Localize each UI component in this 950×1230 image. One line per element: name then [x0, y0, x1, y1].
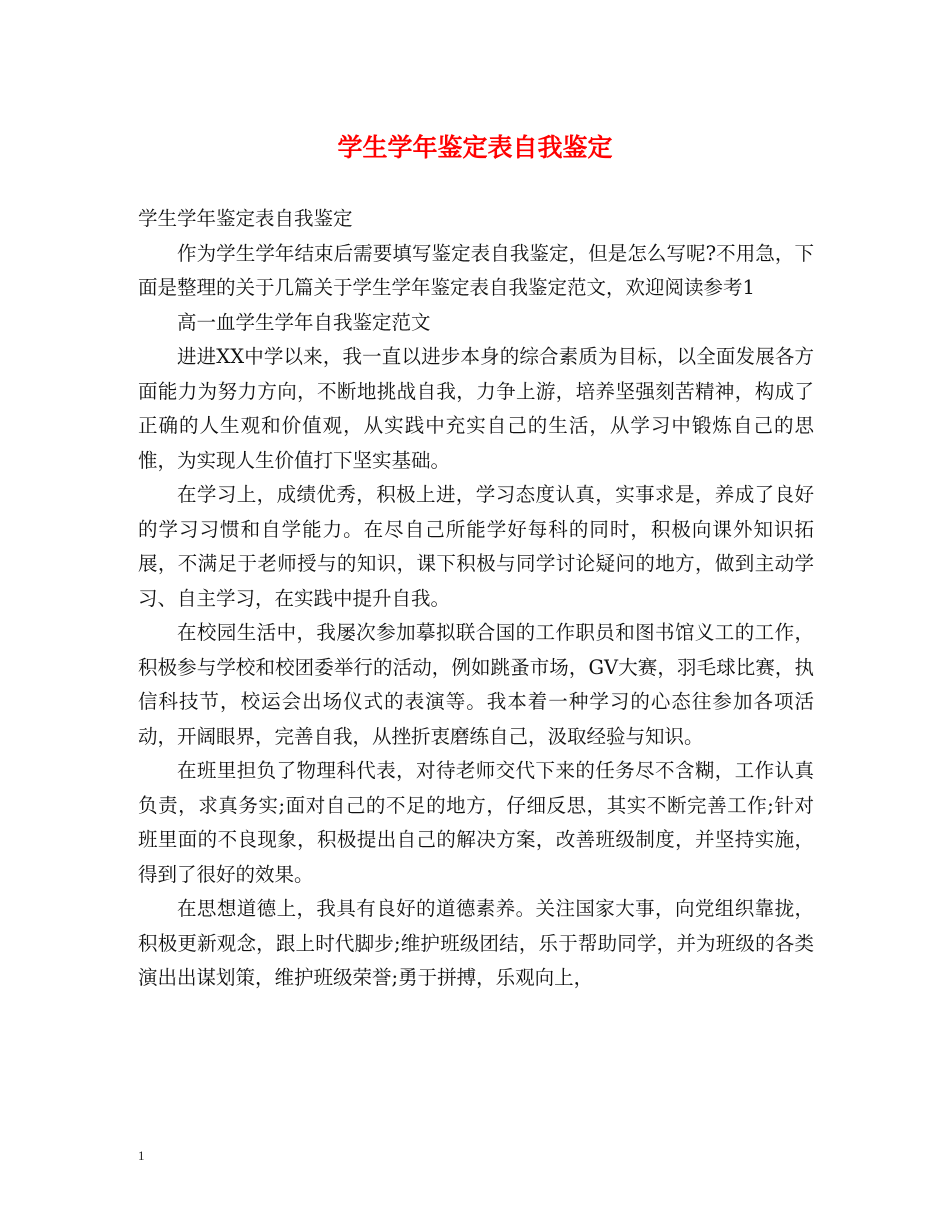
- body-paragraph: 在学习上，成绩优秀，积极上进，学习态度认真，实事求是，养成了良好的学习习惯和自学能力。在尽自己所能学好每科的同时，积极向课外知识拓展，不满足于老师授与的知识，课下积极与同学讨论疑问的地方，做到主动学习、自主学习，在实践中提升自我。: [138, 483, 814, 610]
- body-paragraph: 进进XX中学以来，我一直以进步本身的综合素质为目标，以全面发展各方面能力为努力方向，不断地挑战自我，力争上游，培养坚强刻苦精神，构成了正确的人生观和价值观，从实践中充实自己的生活，从学习中锻炼自己的思惟，为实现人生价值打下坚实基础。: [138, 345, 814, 472]
- intro-paragraph: 作为学生学年结束后需要填写鉴定表自我鉴定，但是怎么写呢?不用急，下面是整理的关于几篇关于学生学年鉴定表自我鉴定范文，欢迎阅读参考1: [138, 241, 814, 299]
- page-number: 1: [138, 1148, 145, 1163]
- body-paragraph: 在班里担负了物理科代表，对待老师交代下来的任务尽不含糊，工作认真负责，求真务实;面对自己的不足的地方，仔细反思，其实不断完善工作;针对班里面的不良现象，积极提出自己的解决方案，改善班级制度，并坚持实施，得到了很好的效果。: [138, 759, 814, 886]
- body-paragraph: 在校园生活中，我屡次参加摹拟联合国的工作职员和图书馆义工的工作，积极参与学校和校团委举行的活动，例如跳蚤市场，GV大赛，羽毛球比赛，执信科技节，校运会出场仪式的表演等。我本着一种学习的心态往参加各项活动，开阔眼界，完善自我，从挫折衷磨练自己，汲取经验与知识。: [138, 621, 814, 748]
- document-body: [138, 202, 814, 996]
- document-title: 学生学年鉴定表自我鉴定: [337, 133, 613, 162]
- body-paragraph: 在思想道德上，我具有良好的道德素养。关注国家大事，向党组织靠拢，积极更新观念，跟上时代脚步;维护班级团结，乐于帮助同学，并为班级的各类演出出谋划策，维护班级荣誉;勇于拼搏，乐观向上，: [138, 897, 814, 989]
- section-heading: 高一血学生学年自我鉴定范文: [177, 310, 431, 334]
- document-subtitle: 学生学年鉴定表自我鉴定: [138, 207, 353, 230]
